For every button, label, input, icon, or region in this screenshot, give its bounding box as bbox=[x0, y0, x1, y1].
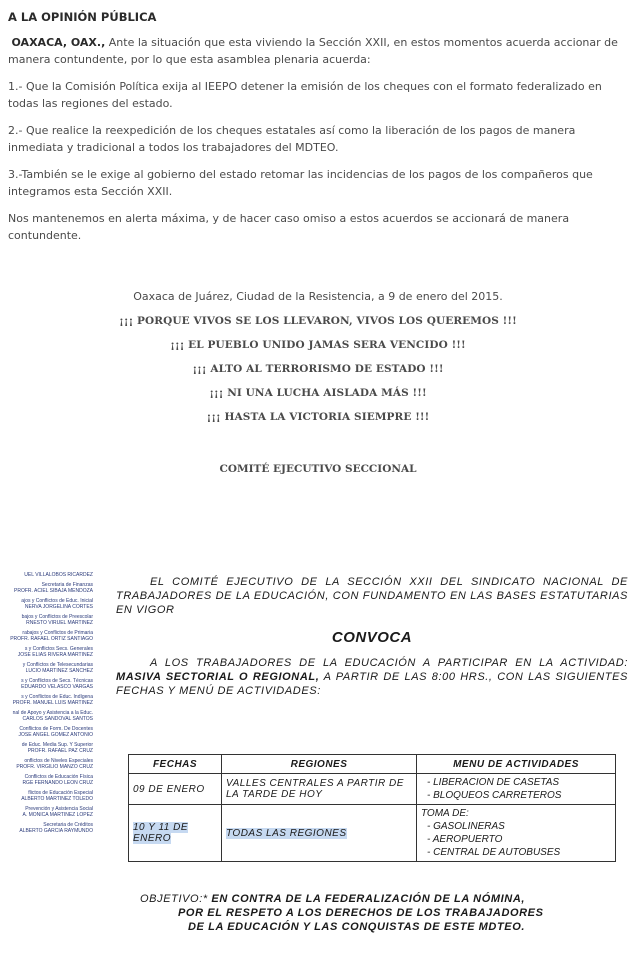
menu-cell bbox=[417, 774, 616, 805]
member-name: PROFR. MANUEL LUIS MARTINEZ bbox=[12, 700, 93, 706]
member-name: A. MONICA MARTINEZ LOPEZ bbox=[22, 812, 93, 818]
sidebar-member bbox=[0, 790, 93, 802]
member-name: RNESTO VIRUEL MARTINEZ bbox=[26, 620, 93, 626]
convocation bbox=[116, 575, 628, 698]
fecha-cell bbox=[129, 805, 222, 862]
sidebar-member bbox=[0, 694, 93, 706]
objective-line: DE LA EDUCACIÓN Y LAS CONQUISTAS DE ESTE MDTEO. bbox=[188, 921, 526, 933]
member-name: NERVA JORGELINA CORTES bbox=[24, 604, 93, 610]
sidebar-member bbox=[0, 646, 93, 658]
sidebar-member bbox=[0, 662, 93, 674]
convoca-body bbox=[116, 656, 628, 698]
sidebar-member bbox=[0, 742, 93, 754]
slogan: ¡¡¡ NI UNA LUCHA AISLADA MÁS !!! bbox=[209, 387, 427, 399]
member-name: CARLOS SANDOVAL SANTOS bbox=[22, 716, 93, 722]
sidebar-member bbox=[0, 822, 93, 834]
committee-signature: COMITÉ EJECUTIVO SECCIONAL bbox=[219, 463, 417, 475]
member-title: Conflictos de Form. De Docentes bbox=[19, 726, 93, 732]
member-name: EDUARDO VELASCO VARGAS bbox=[21, 684, 93, 690]
region-cell: VALLES CENTRALES A PARTIR DE LA TARDE DE HOY bbox=[222, 774, 417, 805]
intro-text: Ante la situación que esta viviendo la Sección XXII, en estos momentos acuerda accionar de manera contundente, por lo que esta asamblea plenaria acuerda: bbox=[8, 36, 618, 66]
fecha-cell: 09 DE ENERO bbox=[129, 774, 222, 805]
region-highlight: TODAS LAS REGIONES bbox=[226, 827, 347, 839]
member-name: PROFR. RAFAEL PAZ CRUZ bbox=[27, 748, 93, 754]
member-name: PROFR. VIRGILIO MANZO CRUZ bbox=[16, 764, 93, 770]
slogans bbox=[8, 315, 628, 423]
member-title: Prevención y Asistencia Social bbox=[25, 806, 93, 812]
sidebar-member bbox=[0, 598, 93, 610]
intro-location: OAXACA, OAX., bbox=[11, 36, 106, 49]
convocation-intro: EL COMITÉ EJECUTIVO DE LA SECCIÓN XXII DEL SINDICATO NACIONAL DE TRABAJADORES DE LA EDUCACIÓN, CON FUNDAMENTO EN LAS BASES ESTATUTARIAS EN VIGOR bbox=[116, 576, 628, 616]
fecha-highlight: 10 Y 11 DE ENERO bbox=[133, 822, 189, 844]
point-1: 1.- Que la Comisión Política exija al IEEPO detener la emisión de los cheques con el formato federalizado en todas las regiones del estado. bbox=[8, 80, 602, 110]
activities-table bbox=[128, 754, 616, 862]
member-name: PROFR. RAFAEL ORTIZ SANTIAGO bbox=[10, 636, 93, 642]
member-name: PROFR. ACIEL SIBAJA MENDOZA bbox=[14, 588, 93, 594]
alert-paragraph: Nos mantenemos en alerta máxima, y de hacer caso omiso a estos acuerdos se accionará de manera contundente. bbox=[8, 212, 570, 242]
sidebar-member bbox=[0, 678, 93, 690]
sidebar-member bbox=[0, 630, 93, 642]
member-name: ALBERTO GARCIA RAYMUNDO bbox=[19, 828, 93, 834]
sidebar-member bbox=[0, 614, 93, 626]
member-title: y Conflictos de Telesecundarias bbox=[22, 662, 93, 668]
table-row bbox=[129, 774, 616, 805]
sidebar-member bbox=[0, 710, 93, 722]
table-header-row bbox=[129, 755, 616, 774]
convoca-text-end: A PARTIR DE LAS 8:00 HRS., CON LAS SIGUIENTES FECHAS Y MENÚ DE ACTIVIDADES: bbox=[116, 671, 628, 697]
member-name: LUCIO MARTINEZ SANCHEZ bbox=[25, 668, 93, 674]
menu-item: - AEROPUERTO bbox=[427, 834, 503, 845]
member-title: Secretaria de Finanzas bbox=[41, 582, 93, 588]
member-title: nal de Apoyo y Asistencia a la Educ. bbox=[12, 710, 93, 716]
menu-item: - GASOLINERAS bbox=[427, 821, 505, 832]
menu-item: - CENTRAL DE AUTOBUSES bbox=[427, 847, 561, 858]
slogan: ¡¡¡ HASTA LA VICTORIA SIEMPRE !!! bbox=[206, 411, 430, 423]
member-title: Conflictos de Educación Física bbox=[24, 774, 93, 780]
slogan: ¡¡¡ ALTO AL TERRORISMO DE ESTADO !!! bbox=[192, 363, 444, 375]
header-fechas: FECHAS bbox=[129, 755, 222, 774]
objective-line: EN CONTRA DE LA FEDERALIZACIÓN DE LA NÓMINA, bbox=[207, 893, 526, 905]
statement-heading: A LA OPINIÓN PÚBLICA bbox=[8, 10, 157, 24]
slogan: ¡¡¡ EL PUEBLO UNIDO JAMAS SERA VENCIDO !!! bbox=[170, 339, 466, 351]
activity-type: MASIVA SECTORIAL O REGIONAL, bbox=[116, 671, 320, 683]
objective-line: POR EL RESPETO A LOS DERECHOS DE LOS TRABAJADORES bbox=[178, 907, 544, 919]
member-title: bajos y Conflictos de Preescolar bbox=[21, 614, 93, 620]
member-title: onflictos de Niveles Especiales bbox=[24, 758, 93, 764]
convoca-text: A LOS TRABAJADORES DE LA EDUCACIÓN A PARTICIPAR EN LA ACTIVIDAD: bbox=[150, 657, 628, 669]
member-title: flictos de Educación Especial bbox=[28, 790, 93, 796]
point-2: 2.- Que realice la reexpedición de los cheques estatales así como la liberación de los pagos de manera inmediata y tradicional a todos los trabajadores del MDTEO. bbox=[8, 124, 576, 154]
header-regiones: REGIONES bbox=[222, 755, 417, 774]
committee-sidebar bbox=[0, 572, 93, 838]
convoca-title: CONVOCA bbox=[331, 629, 413, 646]
objective-label: OBJETIVO:* bbox=[140, 893, 208, 905]
member-name: JOSE ELIAS RIVERA MARTINEZ bbox=[17, 652, 93, 658]
sidebar-member bbox=[0, 582, 93, 594]
member-name: UEL VILLALOBOS RICARDEZ bbox=[24, 572, 93, 578]
member-name: RGE FERNANDO LEON CRUZ bbox=[22, 780, 93, 786]
member-name: ALBERTO MARTINEZ TOLEDO bbox=[21, 796, 93, 802]
member-title: ajos y Conflictos de Educ. Inicial bbox=[21, 598, 93, 604]
point-3: 3.-También se le exige al gobierno del estado retomar las incidencias de los pagos de los compañeros que integramos esta Sección XXII. bbox=[8, 168, 593, 198]
sidebar-member bbox=[0, 774, 93, 786]
member-title: s y Conflictos de Secs. Técnicas bbox=[21, 678, 93, 684]
objective bbox=[140, 892, 610, 934]
member-title: s y Conflictos Secs. Generales bbox=[24, 646, 93, 652]
menu-item: - BLOQUEOS CARRETEROS bbox=[427, 790, 562, 801]
member-title: Secretaria de Créditos bbox=[43, 822, 93, 828]
member-title: de Educ. Media Sup. Y Superior bbox=[21, 742, 93, 748]
sidebar-member bbox=[0, 806, 93, 818]
public-statement bbox=[8, 0, 628, 475]
region-cell bbox=[222, 805, 417, 862]
slogan: ¡¡¡ PORQUE VIVOS SE LOS LLEVARON, VIVOS LOS QUEREMOS !!! bbox=[119, 315, 517, 327]
header-menu: MENU DE ACTIVIDADES bbox=[417, 755, 616, 774]
sidebar-member bbox=[0, 572, 93, 578]
menu-item: - LIBERACION DE CASETAS bbox=[427, 777, 560, 788]
member-name: JOSE ANGEL GOMEZ ANTONIO bbox=[18, 732, 93, 738]
member-title: rabajos y Conflictos de Primaria bbox=[22, 630, 93, 636]
sidebar-member bbox=[0, 726, 93, 738]
table-row bbox=[129, 805, 616, 862]
place-date: Oaxaca de Juárez, Ciudad de la Resistencia, a 9 de enero del 2015. bbox=[133, 290, 503, 303]
menu-cell bbox=[417, 805, 616, 862]
sidebar-member bbox=[0, 758, 93, 770]
member-title: s y Conflictos de Educ. Indígena bbox=[21, 694, 93, 700]
intro-paragraph bbox=[8, 34, 628, 68]
toma-label: TOMA DE: bbox=[421, 808, 469, 819]
